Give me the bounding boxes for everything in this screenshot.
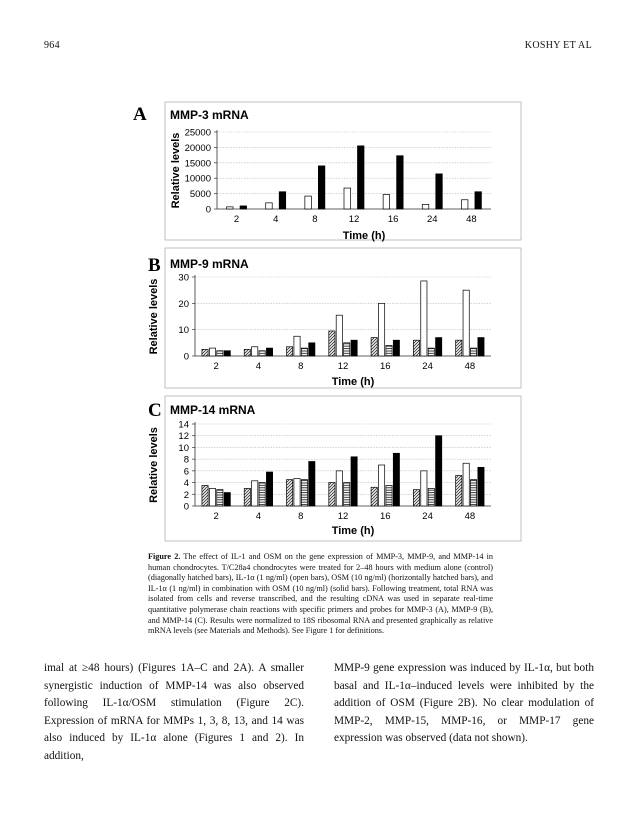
x-tick-label: 2 — [213, 361, 219, 372]
x-tick-label: 48 — [466, 214, 477, 225]
y-axis-label: Relative levels — [148, 427, 160, 503]
bar — [244, 349, 250, 356]
bar — [287, 480, 293, 506]
panel-letter: C — [148, 400, 162, 421]
chart-panel-a — [133, 102, 521, 242]
bar — [436, 174, 443, 209]
x-axis-label: Time (h) — [331, 376, 375, 388]
bar — [266, 203, 273, 209]
bar — [428, 348, 434, 356]
y-axis-label: Relative levels — [170, 132, 182, 209]
bar — [378, 303, 384, 356]
bar — [428, 488, 434, 506]
bar — [227, 207, 234, 209]
bar — [336, 471, 342, 506]
body-text-right: MMP-9 gene expression was induced by IL-1α, but both basal and IL-1α–induced levels were inhibited by the addition of OSM (Figure 2B). No clear modulation of MMP-2, MMP-15, MMP-16, or MMP-17 gene expression was observed (data not shown). — [334, 662, 594, 744]
bar — [463, 463, 469, 506]
bar — [329, 483, 335, 506]
y-tick-label: 0 — [183, 351, 189, 363]
bar — [301, 480, 307, 506]
bar — [358, 146, 365, 209]
x-tick-label: 4 — [255, 511, 262, 522]
running-title: KOSHY ET AL — [524, 40, 592, 51]
caption-label: Figure 2. — [148, 552, 181, 561]
bar — [329, 331, 335, 356]
bar — [413, 340, 419, 356]
y-tick-label: 4 — [183, 478, 189, 490]
bar — [294, 336, 300, 356]
bar — [470, 480, 476, 506]
y-tick-label: 30 — [178, 272, 189, 284]
body-text-left: imal at ≥48 hours) (Figures 1A–C and 2A). A smaller synergistic induction of MMP-14 was also observed following IL-1α/OSM stimulation (Figure 2C). Expression of mRNA for MMPs 1, 3, 8, 13, and 14 was also induced by IL-1α alone (Figures 1 and 2). In addition, — [44, 662, 304, 762]
y-tick-label: 10000 — [184, 173, 211, 185]
bar — [378, 465, 384, 506]
x-tick-label: 16 — [379, 361, 391, 372]
bar — [421, 471, 427, 506]
bar — [371, 487, 377, 506]
bar — [344, 188, 351, 209]
y-tick-label: 8 — [183, 454, 189, 466]
bar — [252, 481, 258, 506]
y-tick-label: 6 — [183, 466, 189, 478]
page-number: 964 — [44, 40, 60, 51]
bar — [318, 166, 325, 209]
bar — [436, 338, 442, 356]
bar — [463, 290, 469, 356]
y-tick-label: 15000 — [184, 158, 211, 170]
y-tick-label: 14 — [178, 419, 189, 431]
bar — [351, 340, 357, 356]
x-tick-label: 12 — [348, 214, 360, 225]
x-tick-label: 12 — [337, 511, 349, 522]
bar — [478, 338, 484, 356]
panel-letter: A — [133, 104, 147, 125]
x-tick-label: 16 — [379, 511, 391, 522]
bar — [209, 488, 215, 506]
bar — [224, 351, 230, 356]
bar — [470, 348, 476, 356]
y-tick-label: 20 — [178, 298, 189, 310]
bar — [224, 493, 230, 506]
bar — [461, 200, 468, 209]
bar — [436, 436, 442, 506]
bar — [252, 347, 258, 356]
bar — [287, 347, 293, 356]
x-tick-label: 2 — [213, 511, 219, 522]
y-tick-label: 20000 — [184, 142, 211, 154]
bar — [259, 351, 265, 356]
bar — [301, 348, 307, 356]
y-axis-label: Relative levels — [148, 278, 160, 355]
figure-2-charts — [133, 96, 525, 548]
y-tick-label: 12 — [178, 431, 189, 443]
bar — [351, 457, 357, 506]
bar — [475, 192, 482, 209]
y-tick-label: 2 — [183, 489, 189, 501]
bar — [456, 340, 462, 356]
bar — [336, 315, 342, 356]
bar — [240, 206, 247, 209]
bar — [279, 192, 286, 209]
figure-2 — [133, 96, 525, 548]
y-tick-label: 5000 — [189, 189, 211, 201]
bar — [294, 478, 300, 506]
caption-text: The effect of IL-1 and OSM on the gene expression of MMP-3, MMP-9, and MMP-14 in human chondrocytes. T/C28a4 chondrocytes were treated for 2–48 hours with medium alone (control) (diagonally hatched bars), IL-1α (1 ng/ml) (open bars), OSM (10 ng/ml) (horizontally hatched bars), and IL-1α (1 ng/ml) in combination with OSM (10 ng/ml) (solid bars). Following treatment, total RNA was isolated from cells and reverse transcribed, and the resulting cDNA was used in separate real-time quantitative polymerase chain reactions with specific primers and probes for MMP-3 (A), MMP-9 (B), and MMP-14 (C). Results were normalized to 18S ribosomal RNA and presented graphically as relative mRNA levels (see Materials and Methods). See Figure 1 for definitions. — [148, 552, 494, 636]
bar — [344, 483, 350, 506]
chart-title: MMP-9 mRNA — [170, 257, 249, 271]
bar — [421, 281, 427, 356]
y-tick-label: 10 — [178, 325, 189, 337]
bar — [422, 204, 429, 209]
chart-panel-b — [148, 248, 521, 388]
x-tick-label: 2 — [233, 214, 240, 225]
x-tick-label: 8 — [312, 214, 318, 225]
bar — [209, 348, 215, 356]
x-tick-label: 8 — [298, 511, 304, 522]
bar — [305, 196, 312, 209]
bar — [386, 345, 392, 356]
x-axis-label: Time (h) — [331, 525, 375, 537]
x-tick-label: 24 — [426, 214, 438, 225]
bar — [259, 483, 265, 506]
bar — [393, 340, 399, 356]
y-tick-label: 0 — [183, 501, 189, 513]
figure-caption — [148, 552, 493, 637]
bar — [202, 486, 208, 507]
bar — [393, 453, 399, 506]
bar — [266, 472, 272, 506]
x-tick-label: 12 — [337, 361, 349, 372]
x-tick-label: 24 — [422, 511, 433, 522]
bar — [456, 476, 462, 506]
chart-title: MMP-3 mRNA — [170, 108, 249, 122]
bar — [371, 338, 377, 356]
bar — [244, 488, 250, 506]
bar — [266, 348, 272, 356]
x-tick-label: 4 — [255, 361, 262, 372]
bar — [344, 343, 350, 356]
bar — [217, 351, 223, 356]
y-tick-label: 10 — [178, 442, 189, 454]
chart-panel-c — [148, 396, 521, 541]
x-tick-label: 24 — [422, 361, 433, 372]
bar — [309, 461, 315, 506]
bar — [397, 156, 404, 209]
y-tick-label: 0 — [205, 204, 211, 216]
bar — [309, 343, 315, 356]
x-tick-label: 48 — [464, 511, 476, 522]
panel-letter: B — [148, 255, 161, 276]
chart-title: MMP-14 mRNA — [170, 403, 256, 417]
x-axis-label: Time (h) — [342, 230, 386, 242]
bar — [383, 195, 390, 209]
bar — [386, 486, 392, 507]
bar — [413, 490, 419, 506]
bar — [202, 349, 208, 356]
x-tick-label: 48 — [464, 361, 476, 372]
x-tick-label: 4 — [273, 214, 279, 225]
x-tick-label: 16 — [387, 214, 399, 225]
bar — [217, 490, 223, 506]
y-tick-label: 25000 — [184, 127, 211, 139]
x-tick-label: 8 — [298, 361, 304, 372]
bar — [478, 467, 484, 506]
